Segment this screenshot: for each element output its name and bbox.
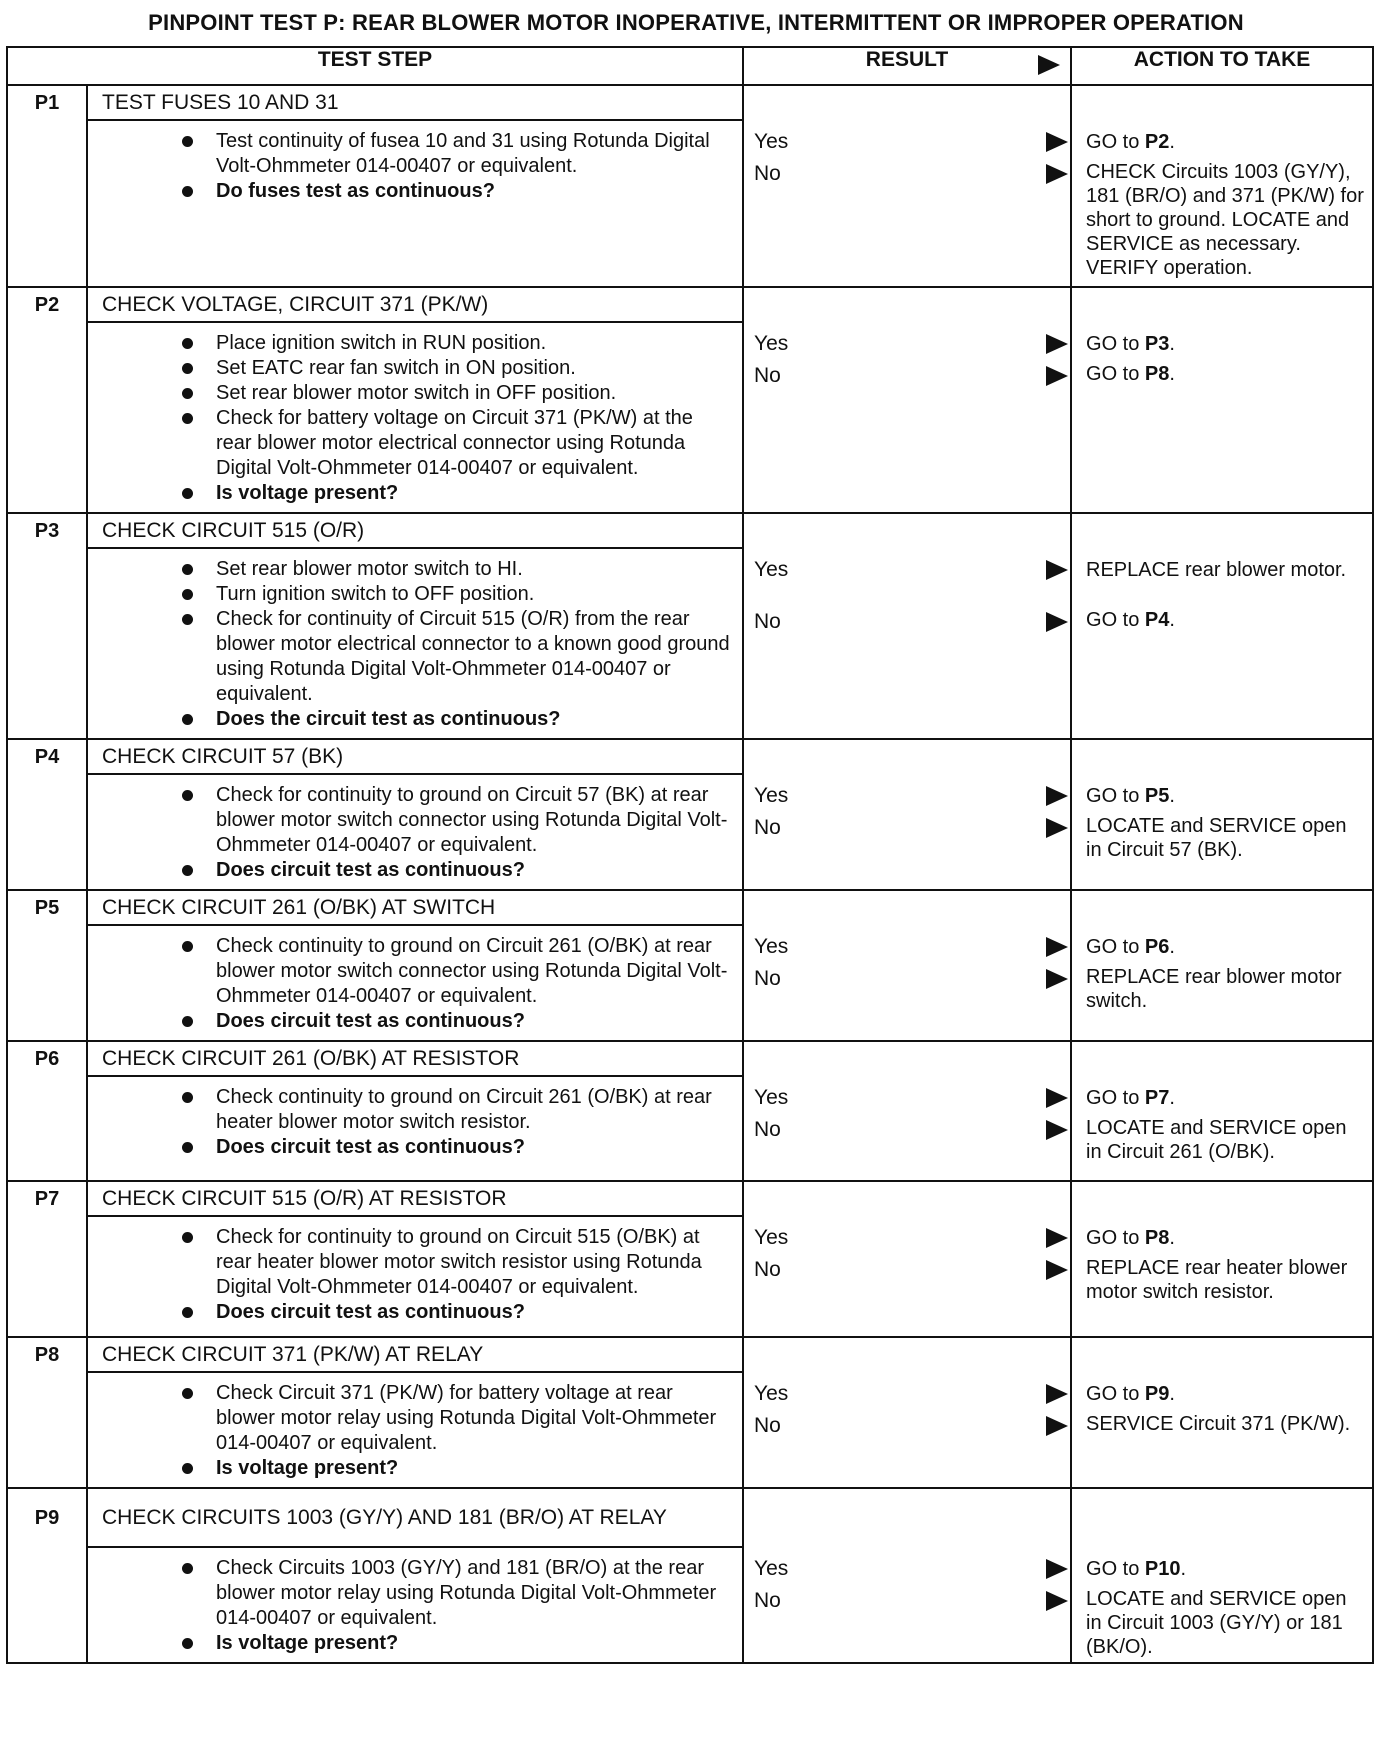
action-punct: . (1169, 131, 1175, 153)
step-id-spacer (7, 120, 87, 287)
instruction-list (88, 934, 732, 1034)
instruction-item: Check Circuits 1003 (GY/Y) and 181 (BR/O) at the rear blower motor relay using Rotunda Digital Volt-Ohmmeter 014-00407 or equivalent. (88, 1556, 732, 1631)
step-instructions (87, 1216, 743, 1337)
step-instructions (87, 322, 743, 513)
action-text: GO to (1086, 936, 1145, 958)
step-question: Is voltage present? (88, 1631, 732, 1656)
instruction-item: Set rear blower motor switch to HI. (88, 557, 732, 582)
step-id: P7 (7, 1181, 87, 1216)
action-cell (1071, 85, 1373, 287)
instruction-item: Set rear blower motor switch in OFF position. (88, 381, 732, 406)
step-id-spacer (7, 322, 87, 513)
step-id: P2 (7, 287, 87, 322)
yes-action (1086, 935, 1364, 959)
no-action-goto (1086, 609, 1175, 631)
instruction-item: Check for continuity to ground on Circuit 515 (O/BK) at rear heater blower motor switch resistor using Rotunda Digital Volt-Ohmmeter 014-00407 or equivalent. (88, 1225, 732, 1300)
step-instructions (87, 925, 743, 1041)
instruction-list (88, 1225, 732, 1325)
step-id-spacer (7, 548, 87, 739)
action-text: GO to (1086, 1087, 1145, 1109)
step-id-spacer (7, 1216, 87, 1337)
yes-action (1086, 130, 1364, 154)
step-reference: P2 (1144, 131, 1170, 153)
instruction-list (88, 1556, 732, 1656)
right-triangle-arrow-icon (1046, 366, 1068, 386)
step-id: P4 (7, 739, 87, 774)
right-triangle-arrow-icon (1046, 786, 1068, 806)
instruction-item: Place ignition switch in RUN position. (88, 331, 732, 356)
action-text: GO to (1086, 785, 1145, 807)
result-cell (743, 1337, 1071, 1488)
yes-action-goto (1086, 785, 1175, 807)
yes-action-text: REPLACE rear blower motor. (1086, 559, 1347, 581)
header-action-to-take: ACTION TO TAKE (1071, 47, 1373, 85)
result-yes: Yes (754, 332, 789, 355)
step-instructions (87, 1076, 743, 1181)
step-instructions (87, 1547, 743, 1663)
step-question: Does circuit test as continuous? (88, 1300, 732, 1325)
step-question: Is voltage present? (88, 1456, 732, 1481)
action-punct: . (1169, 1383, 1175, 1405)
no-action-text: LOCATE and SERVICE open in Circuit 57 (BK). (1086, 815, 1347, 861)
instruction-item: Check Circuit 371 (PK/W) for battery voltage at rear blower motor relay using Rotunda Digital Volt-Ohmmeter 014-00407 or equivalent. (88, 1381, 732, 1456)
step-reference: P7 (1144, 1087, 1170, 1109)
action-cell (1071, 1337, 1373, 1488)
action-cell (1071, 739, 1373, 890)
result-cell (743, 1181, 1071, 1337)
right-triangle-arrow-icon (1046, 818, 1068, 838)
step-title-row (7, 890, 1373, 925)
no-action-text: CHECK Circuits 1003 (GY/Y), 181 (BR/O) and 371 (PK/W) for short to ground. LOCATE and SERVICE as necessary. VERIFY operation. (1086, 161, 1364, 279)
step-instructions (87, 774, 743, 890)
header-result (743, 47, 1071, 85)
right-triangle-arrow-icon (1046, 1260, 1068, 1280)
instruction-item: Check for continuity of Circuit 515 (O/R) from the rear blower motor electrical connector to a known good ground using Rotunda Digital Volt-Ohmmeter 014-00407 or equivalent. (88, 607, 732, 707)
right-triangle-arrow-icon (1038, 55, 1060, 75)
step-reference: P5 (1144, 785, 1170, 807)
instruction-item: Check for continuity to ground on Circuit 57 (BK) at rear blower motor switch connector using Rotunda Digital Volt-Ohmmeter 014-00407 or equivalent. (88, 783, 732, 858)
result-cell (743, 287, 1071, 513)
step-reference: P9 (1144, 1383, 1170, 1405)
step-id: P6 (7, 1041, 87, 1076)
no-action (1086, 1116, 1364, 1164)
result-cell (743, 513, 1071, 739)
right-triangle-arrow-icon (1046, 164, 1068, 184)
yes-action (1086, 1382, 1364, 1406)
right-triangle-arrow-icon (1046, 132, 1068, 152)
no-action (1086, 1412, 1364, 1436)
yes-action (1086, 332, 1364, 356)
header-result-label: RESULT (865, 48, 949, 71)
result-cell (743, 890, 1071, 1041)
yes-action (1086, 558, 1364, 582)
action-punct: . (1169, 609, 1175, 631)
result-no: No (754, 1414, 781, 1437)
result-cell (743, 739, 1071, 890)
result-yes: Yes (754, 935, 789, 958)
step-title-row (7, 85, 1373, 120)
document-title: PINPOINT TEST P: REAR BLOWER MOTOR INOPERATIVE, INTERMITTENT OR IMPROPER OPERATION (148, 10, 1244, 35)
action-cell (1071, 1041, 1373, 1181)
step-title: CHECK CIRCUIT 57 (BK) (87, 739, 743, 774)
action-text: GO to (1086, 1383, 1145, 1405)
no-action-text: LOCATE and SERVICE open in Circuit 1003 (GY/Y) or 181 (BK/O). (1086, 1588, 1347, 1658)
action-punct: . (1169, 936, 1175, 958)
step-title: CHECK CIRCUIT 515 (O/R) (87, 513, 743, 548)
step-instructions (87, 120, 743, 287)
step-title: CHECK CIRCUIT 261 (O/BK) AT SWITCH (87, 890, 743, 925)
action-punct: . (1169, 1087, 1175, 1109)
action-text: GO to (1086, 333, 1145, 355)
no-action-goto (1086, 363, 1175, 385)
step-reference: P4 (1144, 609, 1170, 631)
action-cell (1071, 287, 1373, 513)
step-question: Does circuit test as continuous? (88, 1009, 732, 1034)
right-triangle-arrow-icon (1046, 1120, 1068, 1140)
pinpoint-test-table (6, 46, 1374, 1664)
step-title-row (7, 1041, 1373, 1076)
step-reference: P10 (1144, 1558, 1181, 1580)
right-triangle-arrow-icon (1046, 1384, 1068, 1404)
step-id-spacer (7, 774, 87, 890)
no-action-text: SERVICE Circuit 371 (PK/W). (1086, 1413, 1351, 1435)
step-reference: P3 (1144, 333, 1170, 355)
step-title-row (7, 739, 1373, 774)
instruction-list (88, 129, 732, 204)
step-question: Does the circuit test as continuous? (88, 707, 732, 732)
action-punct: . (1169, 785, 1175, 807)
right-triangle-arrow-icon (1046, 1228, 1068, 1248)
yes-action-goto (1086, 333, 1175, 355)
no-action-text: REPLACE rear blower motor switch. (1086, 966, 1342, 1012)
step-title-row (7, 1337, 1373, 1372)
yes-action-goto (1086, 1227, 1175, 1249)
no-action (1086, 1256, 1364, 1304)
action-punct: . (1180, 1558, 1187, 1580)
instruction-list (88, 783, 732, 883)
result-no: No (754, 1258, 781, 1281)
yes-action-goto (1086, 1558, 1186, 1580)
step-question: Does circuit test as continuous? (88, 858, 732, 883)
step-id: P8 (7, 1337, 87, 1372)
action-cell (1071, 1488, 1373, 1663)
step-id: P3 (7, 513, 87, 548)
step-title: CHECK CIRCUIT 371 (PK/W) AT RELAY (87, 1337, 743, 1372)
yes-action (1086, 1086, 1364, 1110)
result-yes: Yes (754, 130, 789, 153)
instruction-item: Check continuity to ground on Circuit 261 (O/BK) at rear blower motor switch connector using Rotunda Digital Volt-Ohmmeter 014-00407 or equivalent. (88, 934, 732, 1009)
instruction-item: Set EATC rear fan switch in ON position. (88, 356, 732, 381)
result-yes: Yes (754, 1086, 789, 1109)
result-no: No (754, 1118, 781, 1141)
step-title-row (7, 1488, 1373, 1547)
action-punct: . (1169, 363, 1175, 385)
no-action (1086, 160, 1364, 280)
result-cell (743, 1041, 1071, 1181)
instruction-list (88, 557, 732, 732)
step-reference: P8 (1144, 1227, 1170, 1249)
step-reference: P6 (1144, 936, 1170, 958)
result-no: No (754, 967, 781, 990)
no-action (1086, 362, 1364, 386)
action-text: GO to (1086, 1227, 1145, 1249)
action-text: GO to (1086, 131, 1145, 153)
action-punct: . (1169, 333, 1175, 355)
yes-action (1086, 1557, 1364, 1581)
yes-action (1086, 784, 1364, 808)
result-yes: Yes (754, 1557, 789, 1580)
action-cell (1071, 513, 1373, 739)
right-triangle-arrow-icon (1046, 612, 1068, 632)
step-title: CHECK CIRCUIT 515 (O/R) AT RESISTOR (87, 1181, 743, 1216)
step-title: TEST FUSES 10 AND 31 (87, 85, 743, 120)
step-title: CHECK CIRCUIT 261 (O/BK) AT RESISTOR (87, 1041, 743, 1076)
action-cell (1071, 1181, 1373, 1337)
yes-action-goto (1086, 936, 1175, 958)
step-question: Is voltage present? (88, 481, 732, 506)
table-header-row (7, 47, 1373, 85)
yes-action-goto (1086, 1087, 1175, 1109)
step-id-spacer (7, 925, 87, 1041)
right-triangle-arrow-icon (1046, 969, 1068, 989)
step-id-spacer (7, 1372, 87, 1488)
step-reference: P8 (1144, 363, 1170, 385)
step-title-row (7, 287, 1373, 322)
no-action (1086, 814, 1364, 862)
right-triangle-arrow-icon (1046, 1088, 1068, 1108)
right-triangle-arrow-icon (1046, 334, 1068, 354)
result-yes: Yes (754, 558, 789, 581)
right-triangle-arrow-icon (1046, 560, 1068, 580)
instruction-item: Check for battery voltage on Circuit 371 (PK/W) at the rear blower motor electrical connector using Rotunda Digital Volt-Ohmmeter 014-00407 or equivalent. (88, 406, 732, 481)
result-yes: Yes (754, 1226, 789, 1249)
action-cell (1071, 890, 1373, 1041)
no-action (1086, 965, 1364, 1013)
yes-action-goto (1086, 1383, 1175, 1405)
step-title-row (7, 1181, 1373, 1216)
result-no: No (754, 1589, 781, 1612)
yes-action-goto (1086, 131, 1175, 153)
right-triangle-arrow-icon (1046, 937, 1068, 957)
step-id-spacer (7, 1547, 87, 1663)
instruction-list (88, 331, 732, 506)
instruction-item: Turn ignition switch to OFF position. (88, 582, 732, 607)
result-no: No (754, 364, 781, 387)
step-id: P5 (7, 890, 87, 925)
step-title-row (7, 513, 1373, 548)
action-text: GO to (1086, 1558, 1145, 1580)
no-action (1086, 1587, 1364, 1659)
step-instructions (87, 548, 743, 739)
header-test-step: TEST STEP (7, 47, 743, 85)
instruction-list (88, 1381, 732, 1481)
instruction-item: Test continuity of fusea 10 and 31 using Rotunda Digital Volt-Ohmmeter 014-00407 or equivalent. (88, 129, 732, 179)
step-id: P9 (7, 1488, 87, 1547)
step-question: Does circuit test as continuous? (88, 1135, 732, 1160)
action-punct: . (1169, 1227, 1175, 1249)
result-cell (743, 1488, 1071, 1663)
step-title: CHECK CIRCUITS 1003 (GY/Y) AND 181 (BR/O) AT RELAY (87, 1488, 743, 1547)
result-yes: Yes (754, 784, 789, 807)
step-id-spacer (7, 1076, 87, 1181)
no-action-text: REPLACE rear heater blower motor switch resistor. (1086, 1257, 1348, 1303)
no-action (1086, 608, 1364, 632)
result-no: No (754, 610, 781, 633)
right-triangle-arrow-icon (1046, 1559, 1068, 1579)
step-question: Do fuses test as continuous? (88, 179, 732, 204)
result-no: No (754, 816, 781, 839)
no-action-text: LOCATE and SERVICE open in Circuit 261 (O/BK). (1086, 1117, 1347, 1163)
result-cell (743, 85, 1071, 287)
step-instructions (87, 1372, 743, 1488)
step-title: CHECK VOLTAGE, CIRCUIT 371 (PK/W) (87, 287, 743, 322)
action-text: GO to (1086, 363, 1145, 385)
instruction-item: Check continuity to ground on Circuit 261 (O/BK) at rear heater blower motor switch resistor. (88, 1085, 732, 1135)
instruction-list (88, 1085, 732, 1160)
step-id: P1 (7, 85, 87, 120)
result-yes: Yes (754, 1382, 789, 1405)
right-triangle-arrow-icon (1046, 1591, 1068, 1611)
yes-action (1086, 1226, 1364, 1250)
right-triangle-arrow-icon (1046, 1416, 1068, 1436)
action-text: GO to (1086, 609, 1145, 631)
result-no: No (754, 162, 781, 185)
